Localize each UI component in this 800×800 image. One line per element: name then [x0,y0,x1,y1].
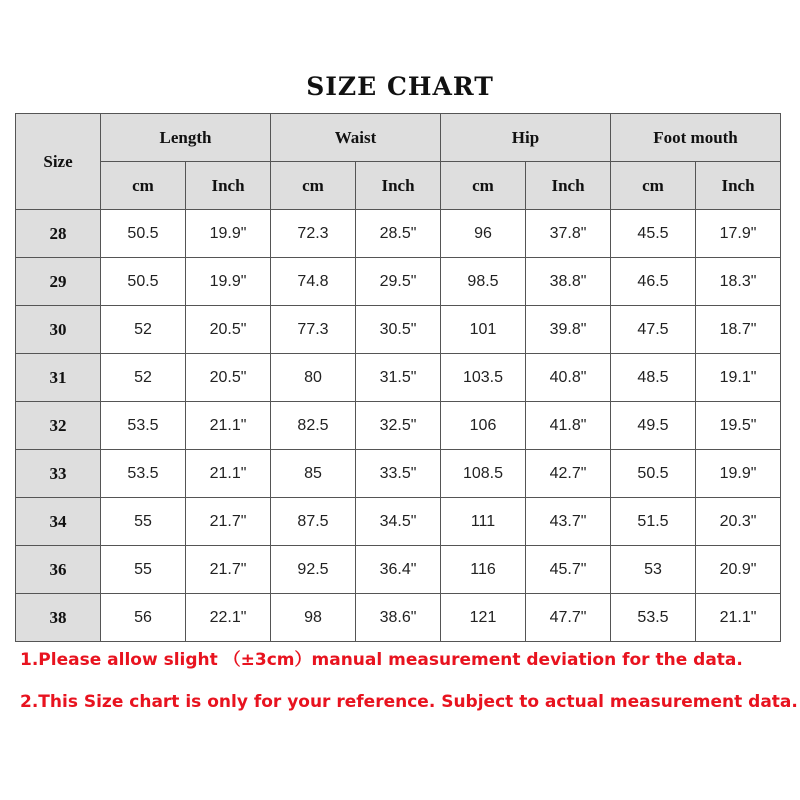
measurement-cell: 121 [441,594,526,642]
measurement-cell: 41.8" [526,402,611,450]
measurement-cell: 43.7" [526,498,611,546]
measurement-cell: 53.5 [611,594,696,642]
measurement-cell: 21.7" [186,498,271,546]
measurement-cell: 53.5 [101,402,186,450]
measurement-cell: 18.3" [696,258,781,306]
measurement-cell: 37.8" [526,210,611,258]
measurement-cell: 74.8 [271,258,356,306]
size-cell: 32 [16,402,101,450]
measurement-cell: 30.5" [356,306,441,354]
measurement-cell: 87.5 [271,498,356,546]
measurement-cell: 38.8" [526,258,611,306]
size-cell: 30 [16,306,101,354]
table-body [16,210,781,642]
measurement-cell: 55 [101,498,186,546]
measurement-cell: 103.5 [441,354,526,402]
measurement-cell: 20.3" [696,498,781,546]
measurement-cell: 40.8" [526,354,611,402]
measurement-cell: 116 [441,546,526,594]
measurement-cell: 45.7" [526,546,611,594]
measurement-cell: 53 [611,546,696,594]
measurement-cell: 19.9" [186,210,271,258]
measurement-cell: 80 [271,354,356,402]
measurement-cell: 72.3 [271,210,356,258]
table-row [16,546,781,594]
measurement-cell: 36.4" [356,546,441,594]
header-row-groups [16,114,781,162]
measurement-cell: 19.9" [186,258,271,306]
unit-header: cm [101,162,186,210]
measurement-cell: 46.5 [611,258,696,306]
measurement-cell: 51.5 [611,498,696,546]
size-cell: 33 [16,450,101,498]
measurement-cell: 50.5 [101,210,186,258]
measurement-cell: 20.9" [696,546,781,594]
measurement-cell: 19.1" [696,354,781,402]
measurement-cell: 45.5 [611,210,696,258]
measurement-cell: 52 [101,306,186,354]
measurement-cell: 108.5 [441,450,526,498]
size-cell: 36 [16,546,101,594]
table-row [16,498,781,546]
measurement-cell: 47.7" [526,594,611,642]
measurement-cell: 49.5 [611,402,696,450]
measurement-cell: 18.7" [696,306,781,354]
measurement-cell: 101 [441,306,526,354]
unit-header: Inch [696,162,781,210]
size-cell: 31 [16,354,101,402]
measurement-cell: 85 [271,450,356,498]
table-row [16,354,781,402]
unit-header: Inch [356,162,441,210]
table-row [16,594,781,642]
measurement-cell: 21.1" [186,450,271,498]
measurement-cell: 31.5" [356,354,441,402]
measurement-cell: 98 [271,594,356,642]
note-measurement-deviation: 1.Please allow slight （±3cm）manual measurement deviation for the data. [20,650,743,670]
table-row [16,306,781,354]
unit-header: cm [611,162,696,210]
group-header-length: Length [101,114,271,162]
measurement-cell: 21.7" [186,546,271,594]
group-header-waist: Waist [271,114,441,162]
table-row [16,450,781,498]
measurement-cell: 21.1" [696,594,781,642]
measurement-cell: 48.5 [611,354,696,402]
size-cell: 29 [16,258,101,306]
measurement-cell: 111 [441,498,526,546]
measurement-cell: 53.5 [101,450,186,498]
measurement-cell: 50.5 [611,450,696,498]
chart-title: SIZE CHART [306,72,494,101]
measurement-cell: 29.5" [356,258,441,306]
measurement-cell: 82.5 [271,402,356,450]
measurement-cell: 98.5 [441,258,526,306]
measurement-cell: 106 [441,402,526,450]
table-row [16,210,781,258]
measurement-cell: 38.6" [356,594,441,642]
table-row [16,402,781,450]
measurement-cell: 21.1" [186,402,271,450]
header-row-units [16,162,781,210]
unit-header: cm [441,162,526,210]
size-cell: 28 [16,210,101,258]
measurement-cell: 20.5" [186,354,271,402]
measurement-cell: 19.5" [696,402,781,450]
unit-header: Inch [186,162,271,210]
measurement-cell: 47.5 [611,306,696,354]
measurement-cell: 55 [101,546,186,594]
group-header-hip: Hip [441,114,611,162]
measurement-cell: 56 [101,594,186,642]
measurement-cell: 52 [101,354,186,402]
measurement-cell: 34.5" [356,498,441,546]
measurement-cell: 28.5" [356,210,441,258]
measurement-cell: 77.3 [271,306,356,354]
measurement-cell: 96 [441,210,526,258]
size-header: Size [16,114,101,210]
measurement-cell: 20.5" [186,306,271,354]
size-table [15,113,781,642]
measurement-cell: 39.8" [526,306,611,354]
size-cell: 34 [16,498,101,546]
unit-header: cm [271,162,356,210]
measurement-cell: 42.7" [526,450,611,498]
unit-header: Inch [526,162,611,210]
measurement-cell: 22.1" [186,594,271,642]
measurement-cell: 32.5" [356,402,441,450]
note-reference-only: 2.This Size chart is only for your reference. Subject to actual measurement data. [20,692,798,712]
measurement-cell: 92.5 [271,546,356,594]
group-header-foot-mouth: Foot mouth [611,114,781,162]
measurement-cell: 50.5 [101,258,186,306]
measurement-cell: 33.5" [356,450,441,498]
table-row [16,258,781,306]
measurement-cell: 17.9" [696,210,781,258]
measurement-cell: 19.9" [696,450,781,498]
size-cell: 38 [16,594,101,642]
